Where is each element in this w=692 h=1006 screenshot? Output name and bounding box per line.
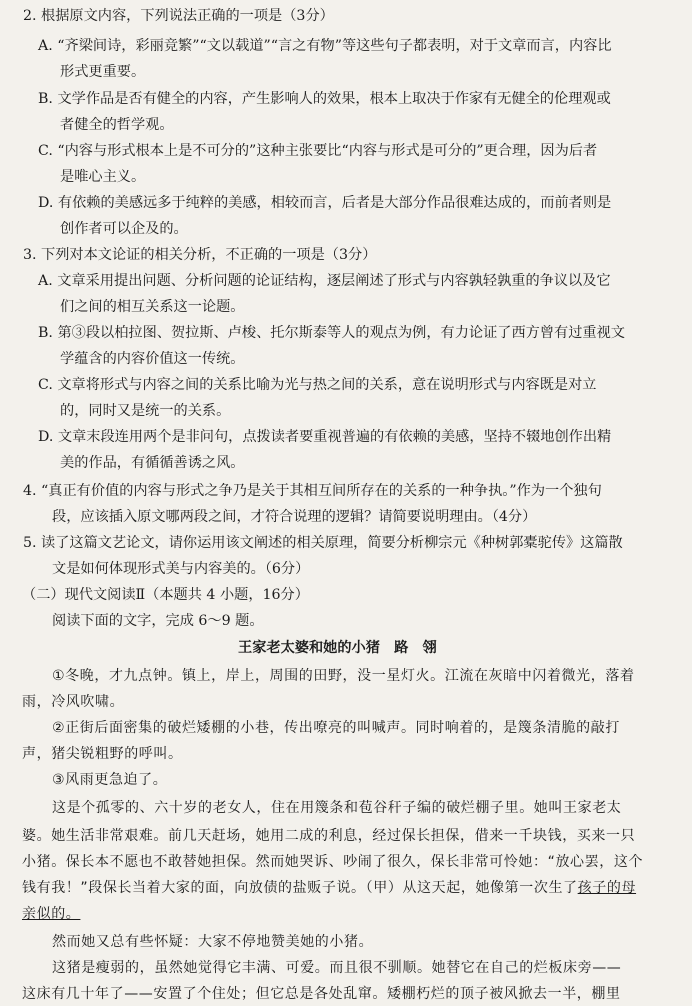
underlined-phrase: 孩子的母 bbox=[577, 880, 637, 896]
question-5: 5. 读了这篇文艺论文，请你运用该文阐述的相关原理，简要分析柳宗元《种树郭橐驼传》这篇散 bbox=[23, 535, 623, 551]
story-para-1-cont: 雨，冷风吹啸。 bbox=[22, 694, 125, 710]
story-para-3: ③风雨更急迫了。 bbox=[52, 772, 168, 788]
story-para-5: 然而她又总有些怀疑：大家不停地赞美她的小猪。 bbox=[52, 934, 374, 950]
question-2-stem: 2. 根据原文内容，下列说法正确的一项是（3分） bbox=[23, 8, 334, 24]
question-3-stem: 3. 下列对本文论证的相关分析，不正确的一项是（3分） bbox=[23, 247, 377, 263]
question-5-cont: 文是如何体现形式美与内容美的。（6分） bbox=[52, 561, 310, 577]
q3-option-b: B. 第③段以柏拉图、贺拉斯、卢梭、托尔斯泰等人的观点为例，有力论证了西方曾有过重视文 bbox=[38, 325, 625, 341]
story-para-4-line5: 亲似的。 bbox=[22, 906, 81, 922]
story-para-1: ①冬晚，才九点钟。镇上，岸上，周围的田野，没一星灯火。江流在灰暗中闪着微光，落着 bbox=[52, 668, 635, 684]
q2-option-d: D. 有依赖的美感远多于纯粹的美感，相较而言，后者是大部分作品很难达成的，而前者则是 bbox=[38, 195, 612, 211]
q2-option-c-cont: 是唯心主义。 bbox=[60, 169, 146, 185]
question-4: 4. “真正有价值的内容与形式之争乃是关于其相互间所存在的关系的一种争执。”作为一个独句 bbox=[23, 483, 602, 499]
story-para-4-line3: 小猪。保长本不愿也不敢替她担保。然而她哭诉、吵闹了很久，保长非常可怜她：“放心罢，这个 bbox=[22, 854, 644, 870]
q2-option-b: B. 文学作品是否有健全的内容，产生影响人的效果，根本上取决于作家有无健全的伦理观或 bbox=[38, 91, 611, 107]
story-para-4-line2: 婆。她生活非常艰难。前几天赶场，她用二成的利息，经过保长担保，借来一千块钱，买来一只 bbox=[22, 828, 636, 844]
q2-option-d-cont: 创作者可以企及的。 bbox=[60, 221, 188, 237]
story-para-2: ②正街后面密集的破烂矮棚的小巷，传出嘹亮的叫喊声。同时响着的，是篾条清脆的敲打 bbox=[52, 720, 620, 736]
q2-option-a: A. “齐梁间诗，彩丽竞繁”“文以载道”“言之有物”等这些句子都表明，对于文章而言，内容比 bbox=[38, 38, 612, 54]
q3-option-d-cont: 美的作品，有循循善诱之风。 bbox=[60, 455, 245, 471]
q2-option-a-cont: 形式更重要。 bbox=[60, 64, 146, 80]
q3-option-d: D. 文章末段连用两个是非问句，点拨读者要重视普遍的有依赖的美感，坚持不辍地创作出精 bbox=[38, 429, 612, 445]
story-para-6: 这猪是瘦弱的，虽然她觉得它丰满、可爱。而且很不驯顺。她替它在自己的烂板床旁—— bbox=[52, 960, 622, 976]
q3-option-b-cont: 学蕴含的内容价值这一传统。 bbox=[60, 351, 245, 367]
q2-option-b-cont: 者健全的哲学观。 bbox=[60, 117, 174, 133]
story-para-6-cont: 这床有几十年了——安置了个住处；但它总是各处乱窜。矮棚朽烂的顶子被风掀去一半，棚里 bbox=[22, 986, 621, 1002]
q2-option-c: C. “内容与形式根本上是不可分的”这种主张要比“内容与形式是可分的”更合理，因为后者 bbox=[38, 143, 598, 159]
q3-option-c-cont: 的，同时又是统一的关系。 bbox=[60, 403, 231, 419]
section-heading: （二）现代文阅读Ⅱ（本题共 4 小题，16分） bbox=[22, 587, 309, 603]
q3-option-c: C. 文章将形式与内容之间的关系比喻为光与热之间的关系，意在说明形式与内容既是对立 bbox=[38, 377, 597, 393]
question-4-cont: 段，应该插入原文哪两段之间，才符合说理的逻辑？请简要说明理由。（4分） bbox=[52, 509, 537, 525]
story-para-4: 这是个孤零的、六十岁的老女人，住在用篾条和苞谷秆子编的破烂棚子里。她叫王家老太 bbox=[52, 800, 622, 816]
story-para-2-cont: 声，猪尖锐粗野的呼叫。 bbox=[22, 746, 183, 762]
q3-option-a: A. 文章采用提出问题、分析问题的论证结构，逐层阐述了形式与内容孰轻孰重的争议以及它 bbox=[38, 273, 611, 289]
story-para-4-line4-text: 钱有我！”段保长当着大家的面，向放债的盐贩子说。（甲）从这天起，她像第一次生了 bbox=[22, 880, 578, 896]
story-title: 王家老太婆和她的小猪 路 翎 bbox=[238, 640, 437, 656]
story-para-4-line4 bbox=[22, 878, 636, 898]
q3-option-a-cont: 们之间的相互关系这一论题。 bbox=[60, 299, 245, 315]
section-instruction: 阅读下面的文字，完成 6～9 题。 bbox=[52, 613, 264, 629]
